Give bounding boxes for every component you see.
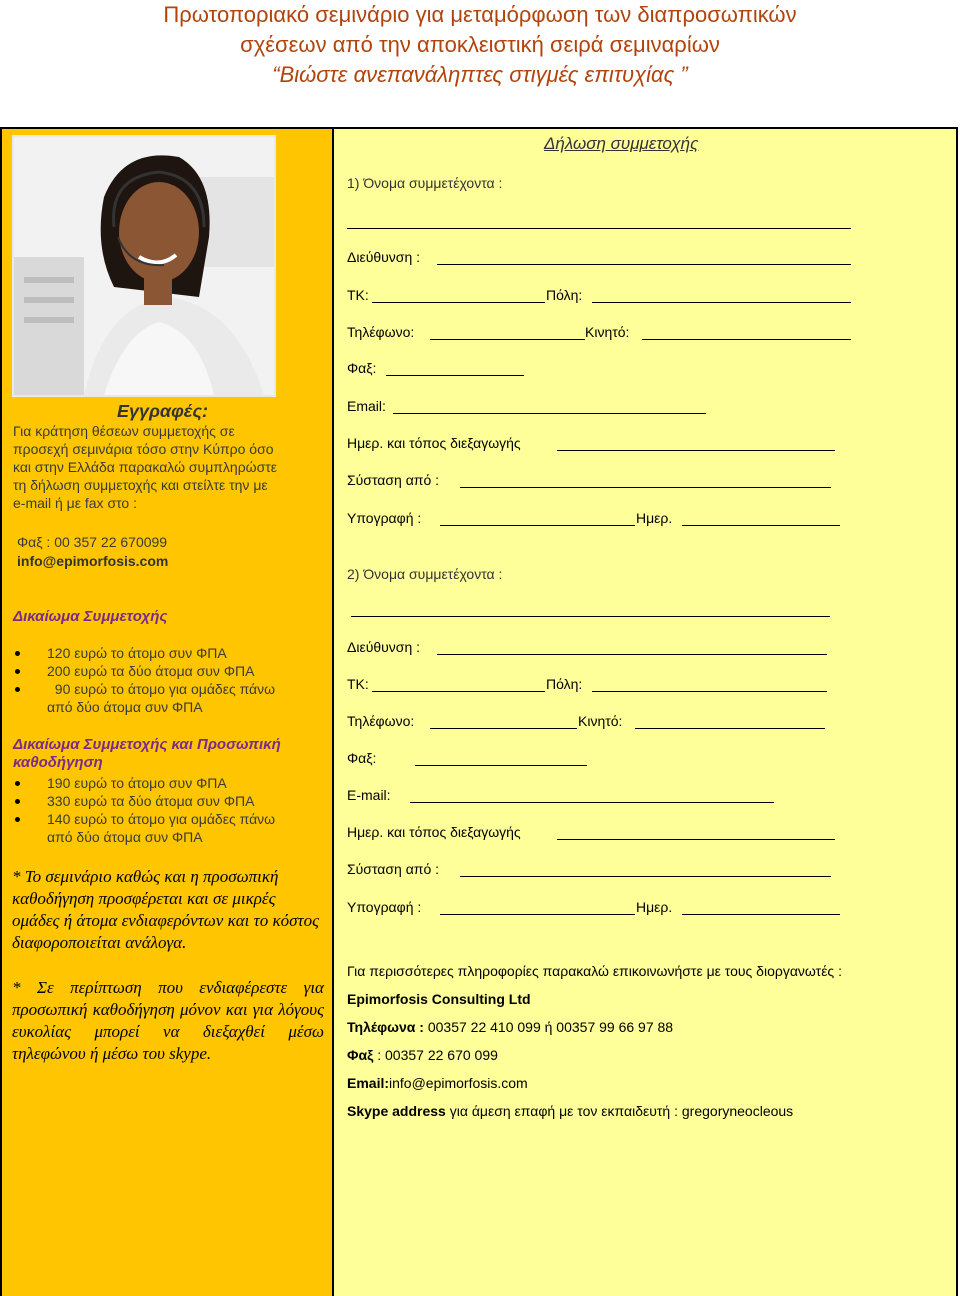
page-header [0, 0, 960, 90]
fax-number: Φαξ : 00 357 22 670099 [17, 534, 168, 550]
p1-signature-field[interactable] [440, 525, 635, 526]
p2-mobile-label: Κινητό: [578, 713, 623, 729]
fee-item-3: 90 ευρώ το άτομο για ομάδες πάνω [47, 681, 276, 697]
p1-referral-field[interactable] [460, 487, 831, 488]
p2-city-label: Πόλη: [546, 676, 583, 692]
p1-email-label: Email: [347, 398, 386, 414]
bullet-icon [15, 799, 20, 804]
email-value[interactable]: info@epimorfosis.com [389, 1075, 528, 1091]
p2-tk-field[interactable] [372, 691, 545, 692]
p1-address-label: Διεύθυνση : [347, 249, 421, 265]
registration-title: Εγγραφές: [117, 401, 208, 421]
p1-email-field[interactable] [393, 413, 706, 414]
p1-date-place-label: Ημερ. και τόπος διεξαγωγής [347, 435, 521, 451]
p2-email-field[interactable] [410, 802, 774, 803]
form-title: Δήλωση συμμετοχής [544, 134, 699, 153]
fee-title: Δικαίωμα Συμμετοχής [13, 608, 168, 625]
contact-email-line [347, 1075, 528, 1091]
p1-phone-field[interactable] [430, 339, 585, 340]
p1-name-field[interactable] [347, 228, 851, 229]
registration-line-4: τη δήλωση συμμετοχής και στείλτε την με [13, 477, 268, 493]
phones-value: 00357 22 410 099 ή 00357 99 66 97 88 [423, 1019, 674, 1035]
registration-line-3: και στην Ελλάδα παρακαλώ συμπληρώστε [13, 459, 278, 475]
coach-fee-1: 190 ευρώ το άτομο συν ΦΠΑ [47, 775, 227, 791]
p1-fax-label: Φαξ: [347, 360, 377, 376]
company-name: Epimorfosis Consulting Ltd [347, 991, 531, 1007]
p2-address-field[interactable] [437, 654, 827, 655]
p1-date-label: Ημερ. [636, 510, 673, 526]
p2-date-place-field[interactable] [557, 839, 835, 840]
operator-photo [12, 135, 276, 397]
p2-signature-field[interactable] [440, 914, 635, 915]
contact-skype [347, 1103, 793, 1119]
p2-phone-label: Τηλέφωνο: [347, 713, 415, 729]
bullet-icon [15, 669, 20, 674]
p2-signature-label: Υπογραφή : [347, 899, 422, 915]
p2-fax-label: Φαξ: [347, 750, 377, 766]
coaching-title-2: καθοδήγηση [13, 754, 103, 771]
bullet-icon [15, 781, 20, 786]
registration-line-5: e-mail ή με fax στο : [13, 495, 137, 511]
p1-fax-field[interactable] [386, 375, 524, 376]
phones-label: Τηλέφωνα : [347, 1019, 424, 1035]
p2-name-label: 2) Όνομα συμμετέχοντα : [347, 566, 503, 582]
p2-referral-label: Σύσταση από : [347, 861, 440, 877]
p2-city-field[interactable] [592, 691, 827, 692]
p2-fax-field[interactable] [415, 765, 587, 766]
fax-value: : 00357 22 670 099 [373, 1047, 498, 1063]
contact-phones [347, 1019, 673, 1035]
registration-line-2: προσεχή σεμινάρια τόσο στην Κύπρο όσο [13, 441, 274, 457]
bullet-icon [15, 817, 20, 822]
p2-tk-label: ΤΚ: [347, 676, 369, 692]
fee-item-3-cont: από δύο άτομα συν ΦΠΑ [47, 699, 203, 715]
coach-fee-2: 330 ευρώ τα δύο άτομα συν ΦΠΑ [47, 793, 255, 809]
p2-mobile-field[interactable] [635, 728, 825, 729]
right-panel [334, 129, 956, 1296]
contact-fax [347, 1047, 498, 1063]
p2-email-label: E-mail: [347, 787, 391, 803]
p1-address-field[interactable] [437, 264, 851, 265]
fee-item-2: 200 ευρώ τα δύο άτομα συν ΦΠΑ [47, 663, 255, 679]
p1-mobile-field[interactable] [642, 339, 851, 340]
header-line-3: “Βιώστε ανεπανάληπτες στιγμές επιτυχίας ” [272, 62, 688, 87]
p1-phone-label: Τηλέφωνο: [347, 324, 415, 340]
p1-date-field[interactable] [682, 525, 840, 526]
headset-woman-illustration [14, 137, 274, 395]
p1-date-place-field[interactable] [557, 450, 835, 451]
note-remote-coaching: * Σε περίπτωση που ενδιαφέρεστε για προσωπική καθοδήγηση μόνον και για λόγους ευκολίας μπορεί να διεξαχθεί μέσω τηλεφώνου ή μέσω του skype. [12, 978, 324, 1063]
coaching-title-1: Δικαίωμα Συμμετοχής και Προσωπική [13, 736, 281, 753]
p1-city-field[interactable] [592, 302, 851, 303]
fax-label: Φαξ [347, 1047, 374, 1063]
p1-city-label: Πόλη: [546, 287, 583, 303]
p2-date-place-label: Ημερ. και τόπος διεξαγωγής [347, 824, 521, 840]
p1-signature-label: Υπογραφή : [347, 510, 422, 526]
p1-referral-label: Σύσταση από : [347, 472, 440, 488]
skype-value: για άμεση επαφή με τον εκπαιδευτή : gregoryneocleous [445, 1103, 794, 1119]
coach-fee-3: 140 ευρώ το άτομο για ομάδες πάνω [47, 811, 276, 827]
header-line-1: Πρωτοποριακό σεμινάριο για μεταμόρφωση των διαπροσωπικών [163, 2, 797, 27]
p2-date-field[interactable] [682, 914, 840, 915]
skype-label: Skype address [347, 1103, 446, 1119]
p1-mobile-label: Κινητό: [585, 324, 630, 340]
p1-tk-field[interactable] [372, 302, 545, 303]
p2-date-label: Ημερ. [636, 899, 673, 915]
coach-fee-3-cont: από δύο άτομα συν ΦΠΑ [47, 829, 203, 845]
p2-name-field[interactable] [351, 616, 830, 617]
contact-intro: Για περισσότερες πληροφορίες παρακαλώ επικοινωνήστε με τους διοργανωτές : [347, 963, 842, 979]
header-line-2: σχέσεων από την αποκλειστική σειρά σεμιναρίων [240, 32, 720, 57]
note-small-groups: * Το σεμινάριο καθώς και η προσωπική καθοδήγηση προσφέρεται και σε μικρές ομάδες ή άτομα ενδιαφερόντων και το κόστος διαφοροποιείται ανάλογα. [12, 867, 320, 952]
p2-address-label: Διεύθυνση : [347, 639, 421, 655]
bullet-icon [15, 651, 20, 656]
p2-phone-field[interactable] [430, 728, 577, 729]
p1-name-label: 1) Όνομα συμμετέχοντα : [347, 175, 503, 191]
p2-referral-field[interactable] [460, 876, 831, 877]
p1-tk-label: ΤΚ: [347, 287, 369, 303]
email-label: Email: [347, 1075, 390, 1091]
fee-item-1: 120 ευρώ το άτομο συν ΦΠΑ [47, 645, 227, 661]
contact-email[interactable]: info@epimorfosis.com [17, 553, 169, 569]
bullet-icon [15, 687, 20, 692]
registration-line-1: Για κράτηση θέσεων συμμετοχής σε [13, 423, 235, 439]
